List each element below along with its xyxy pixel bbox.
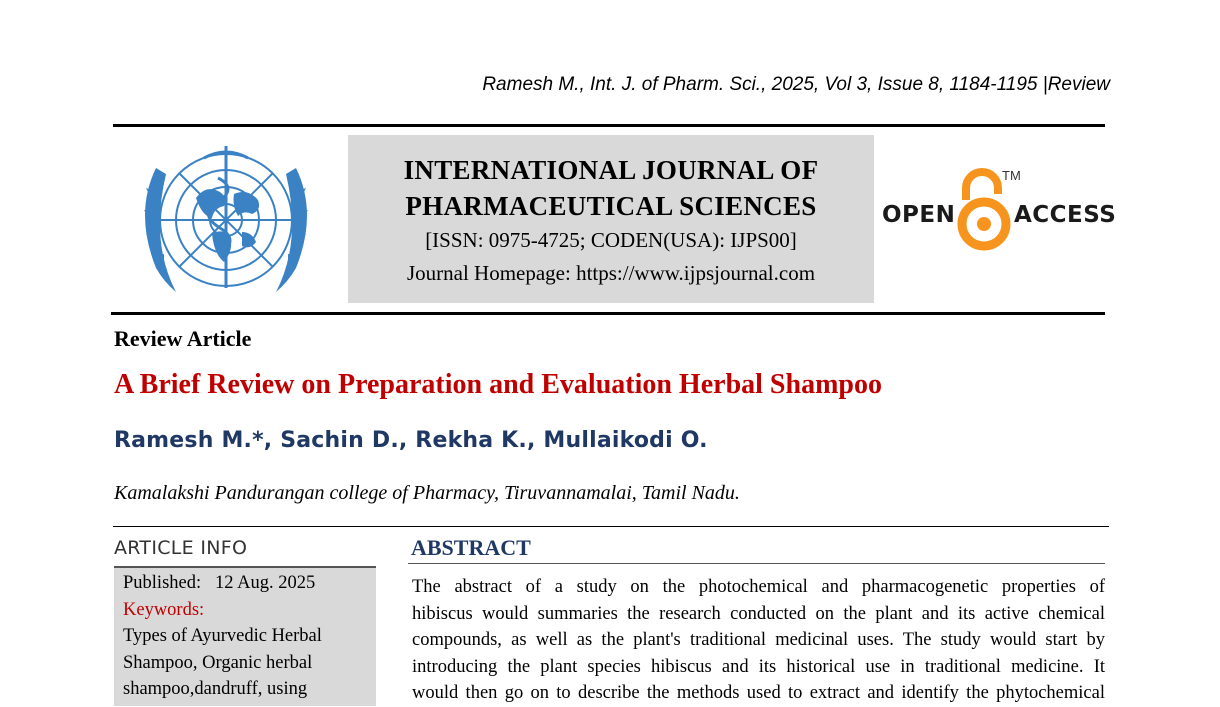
article-info-box bbox=[114, 566, 376, 706]
journal-homepage: Journal Homepage: https://www.ijpsjournal.com bbox=[406, 261, 816, 285]
journal-banner bbox=[348, 135, 874, 303]
keywords-line: shampoo,dandruff, using bbox=[123, 679, 308, 699]
published-date: 12 Aug. 2025 bbox=[215, 573, 316, 593]
published-label: Published: bbox=[123, 573, 202, 593]
abstract-text bbox=[412, 574, 1105, 707]
abstract-line: compounds, as well as the plant's traditional medicinal uses. The study would start by bbox=[412, 630, 1105, 651]
keywords-line: Shampoo, Organic herbal bbox=[123, 652, 313, 673]
author-affiliation: Kamalakshi Pandurangan college of Pharmacy, Tiruvannamalai, Tamil Nadu. bbox=[114, 482, 740, 504]
journal-issn: [ISSN: 0975-4725; CODEN(USA): IJPS00] bbox=[425, 228, 797, 252]
article-title: A Brief Review on Preparation and Evaluation Herbal Shampoo bbox=[114, 369, 882, 400]
journal-name-line2: PHARMACEUTICAL SCIENCES bbox=[405, 191, 817, 221]
open-access-access-text: ACCESS bbox=[1014, 202, 1117, 228]
article-authors: Ramesh M.*, Sachin D., Rekha K., Mullaikodi O. bbox=[114, 428, 708, 453]
section-divider bbox=[113, 526, 1109, 527]
published-row bbox=[123, 570, 367, 597]
abstract-heading: ABSTRACT bbox=[411, 535, 531, 560]
abstract-heading-rule bbox=[408, 563, 1105, 564]
abstract-line: would then go on to describe the methods used to extract and identify the phytochemical bbox=[412, 683, 1105, 704]
abstract-line: The abstract of a study on the photochemical and pharmacogenetic properties of bbox=[412, 577, 1105, 597]
abstract-line: hibiscus would summaries the research conducted on the plant and its active chemical bbox=[412, 603, 1105, 624]
article-info-heading: ARTICLE INFO bbox=[114, 537, 248, 559]
keywords-label: Keywords: bbox=[123, 599, 205, 620]
open-access-open-text: OPEN bbox=[882, 202, 956, 228]
running-header-citation: Ramesh M., Int. J. of Pharm. Sci., 2025, Vol 3, Issue 8, 1184-1195 |Review bbox=[482, 74, 1110, 95]
open-access-logo bbox=[880, 166, 1117, 256]
journal-name-line1: INTERNATIONAL JOURNAL OF bbox=[403, 155, 819, 185]
journal-emblem-logo bbox=[126, 138, 326, 308]
banner-bottom-rule bbox=[111, 312, 1105, 315]
top-rule bbox=[113, 124, 1105, 127]
article-type: Review Article bbox=[114, 326, 252, 351]
trademark-mark: TM bbox=[1002, 168, 1021, 183]
keywords-line: Types of Ayurvedic Herbal bbox=[123, 626, 322, 646]
abstract-line: introducing the plant species hibiscus and its historical use in traditional medicine. It bbox=[412, 656, 1105, 677]
